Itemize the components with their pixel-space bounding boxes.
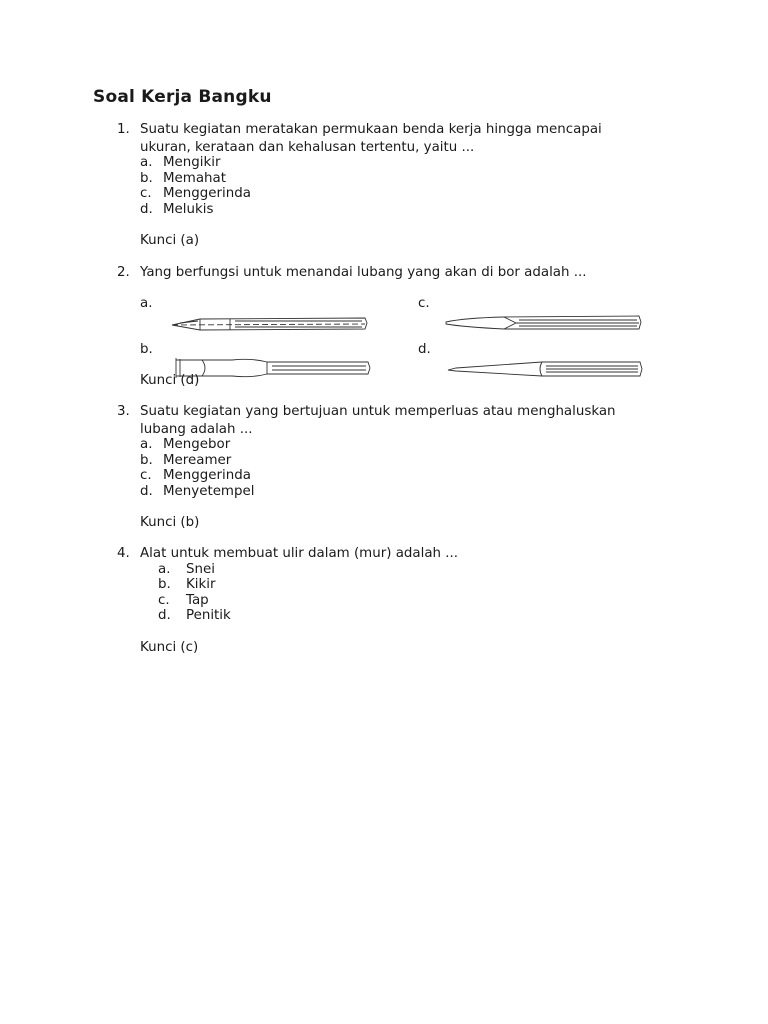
question-1-text-line-1: Suatu kegiatan meratakan permukaan benda kerja hingga mencapai (140, 122, 602, 137)
question-3-text-line-1: Suatu kegiatan yang bertujuan untuk memperluas atau menghaluskan (140, 404, 616, 419)
question-2-option-d-letter: d. (418, 342, 431, 357)
question-3-option-b-text: Mereamer (163, 453, 232, 468)
question-3-number: 3. (117, 404, 130, 419)
pointed-scriber-tool-image (170, 312, 370, 334)
question-3-option-a-text: Mengebor (163, 437, 231, 452)
question-4-option-c-text: Tap (186, 593, 209, 608)
question-4-option-b-letter: b. (158, 577, 171, 592)
question-1-number: 1. (117, 122, 130, 137)
blunt-punch-tool-image (172, 356, 372, 380)
question-3-option-d-text: Menyetempel (163, 484, 255, 499)
question-3-option-c-letter: c. (140, 468, 152, 483)
question-1-option-b-letter: b. (140, 171, 153, 186)
question-1-option-d-text: Melukis (163, 202, 214, 217)
question-1-option-c-letter: c. (140, 186, 152, 201)
question-2-option-c-letter: c. (418, 296, 430, 311)
question-2-text-line-1: Yang berfungsi untuk menandai lubang yang akan di bor adalah ... (140, 265, 587, 280)
question-3-text-line-2: lubang adalah ... (140, 422, 253, 437)
question-2-option-a-letter: a. (140, 296, 153, 311)
question-4-answer-key: Kunci (c) (140, 640, 199, 655)
flat-scraper-tool-image (444, 312, 644, 334)
question-1-option-d-letter: d. (140, 202, 153, 217)
question-1-text-line-2: ukuran, kerataan dan kehalusan tertentu, yaitu ... (140, 140, 475, 155)
question-1-option-a-text: Mengikir (163, 155, 221, 170)
question-4-option-d-letter: d. (158, 608, 171, 623)
question-3-option-d-letter: d. (140, 484, 153, 499)
question-4-number: 4. (117, 546, 130, 561)
center-punch-tool-image (446, 358, 644, 380)
question-3-answer-key: Kunci (b) (140, 515, 200, 530)
question-1-answer-key: Kunci (a) (140, 233, 200, 248)
question-3-option-c-text: Menggerinda (163, 468, 251, 483)
question-1-option-b-text: Memahat (163, 171, 226, 186)
question-1-option-a-letter: a. (140, 155, 153, 170)
question-4-option-d-text: Penitik (186, 608, 231, 623)
page-title: Soal Kerja Bangku (93, 87, 272, 107)
question-3-option-b-letter: b. (140, 453, 153, 468)
question-4-text-line-1: Alat untuk membuat ulir dalam (mur) adalah ... (140, 546, 459, 561)
question-1-option-c-text: Menggerinda (163, 186, 251, 201)
question-4-option-b-text: Kikir (186, 577, 216, 592)
question-2-option-b-letter: b. (140, 342, 153, 357)
question-4-option-a-letter: a. (158, 562, 171, 577)
question-3-option-a-letter: a. (140, 437, 153, 452)
question-2-number: 2. (117, 265, 130, 280)
question-4-option-a-text: Snei (186, 562, 215, 577)
question-4-option-c-letter: c. (158, 593, 170, 608)
question-2-answer-key: Kunci (d) (140, 373, 200, 388)
